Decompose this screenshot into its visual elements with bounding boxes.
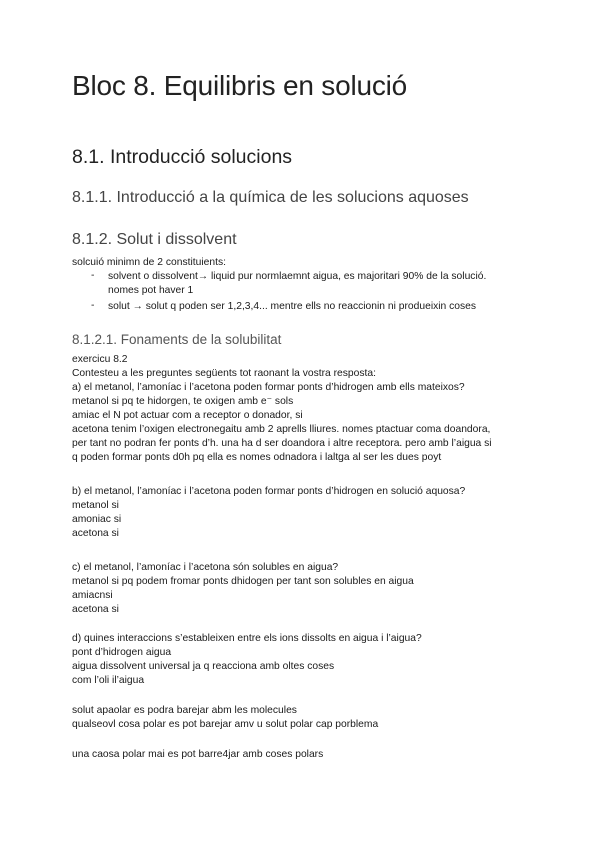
exercise-line: amiac el N pot actuar com a receptor o donador, si [72,410,303,421]
exercise-line: metanol si pq te hidorgen, te oxigen amb e⁻ sols [72,396,294,407]
exercise-line: c) el metanol, l’amoníac i l’acetona són solubles en aigua? [72,562,339,573]
bullet-text: solut → solut q poden ser 1,2,3,4... mentre ells no reaccionin ni produeixin coses [108,301,477,312]
exercise-line: pont d’hidrogen aigua [72,647,172,658]
exercise-line: amoniac si [72,514,122,525]
exercise-line: exercicu 8.2 [72,354,128,365]
subsection-heading-1: 8.1.1. Introducció a la química de les solucions aquoses [72,189,469,206]
exercise-line: qualseovl cosa polar es pot barejar amv u solut polar cap porblema [72,719,379,730]
exercise-line: aigua dissolvent universal ja q reacciona amb oltes coses [72,661,335,672]
exercise-line: metanol si pq podem fromar ponts dhidogen per tant son solubles en aigua [72,576,414,587]
intro-line: solcuió minimn de 2 constituients: [72,257,226,268]
exercise-line: solut apaolar es podra barejar abm les molecules [72,705,297,716]
exercise-line: acetona si [72,604,119,615]
exercise-line: acetona tenim l’oxigen electronegaitu amb 2 aprells lliures. nomes ptactuar coma doandora, [72,424,491,435]
subsection-heading-2: 8.1.2. Solut i dissolvent [72,231,237,248]
exercise-line: per tant no podran fer ponts d’h. una ha d ser doandora i altre receptora. pero amb l’aigua si [72,438,492,449]
exercise-line: a) el metanol, l’amoníac i l’acetona poden formar ponts d’hidrogen amb ells mateixos? [72,382,465,393]
section-heading: 8.1. Introducció solucions [72,146,293,168]
exercise-line: amiacnsi [72,590,113,601]
page-title: Bloc 8. Equilibris en solució [72,70,408,101]
exercise-line: q poden formar ponts d0h pq ella es nomes odnadora i laltga al ser les dues poyt [72,452,442,463]
exercise-line: d) quines interaccions s’estableixen entre els ions dissolts en aigua i l’aigua? [72,633,422,644]
exercise-line: Contesteu a les preguntes següents tot raonant la vostra resposta: [72,368,376,379]
exercise-line: acetona si [72,528,119,539]
exercise-line: una caosa polar mai es pot barre4jar amb coses polars [72,749,324,760]
bullet-text: solvent o dissolvent→ liquid pur normlaemnt aigua, es majoritari 90% de la solució. [108,271,487,282]
exercise-line: b) el metanol, l’amoníac i l’acetona poden formar ponts d’hidrogen en solució aquosa? [72,486,466,497]
exercise-line: com l’oli il’aigua [72,675,145,686]
bullet-dash: - [91,270,95,281]
subsubsection-heading: 8.1.2.1. Fonaments de la solubilitat [72,332,282,347]
exercise-line: metanol si [72,500,119,511]
bullet-text-continued: nomes pot haver 1 [108,285,194,296]
bullet-dash: - [91,300,95,311]
